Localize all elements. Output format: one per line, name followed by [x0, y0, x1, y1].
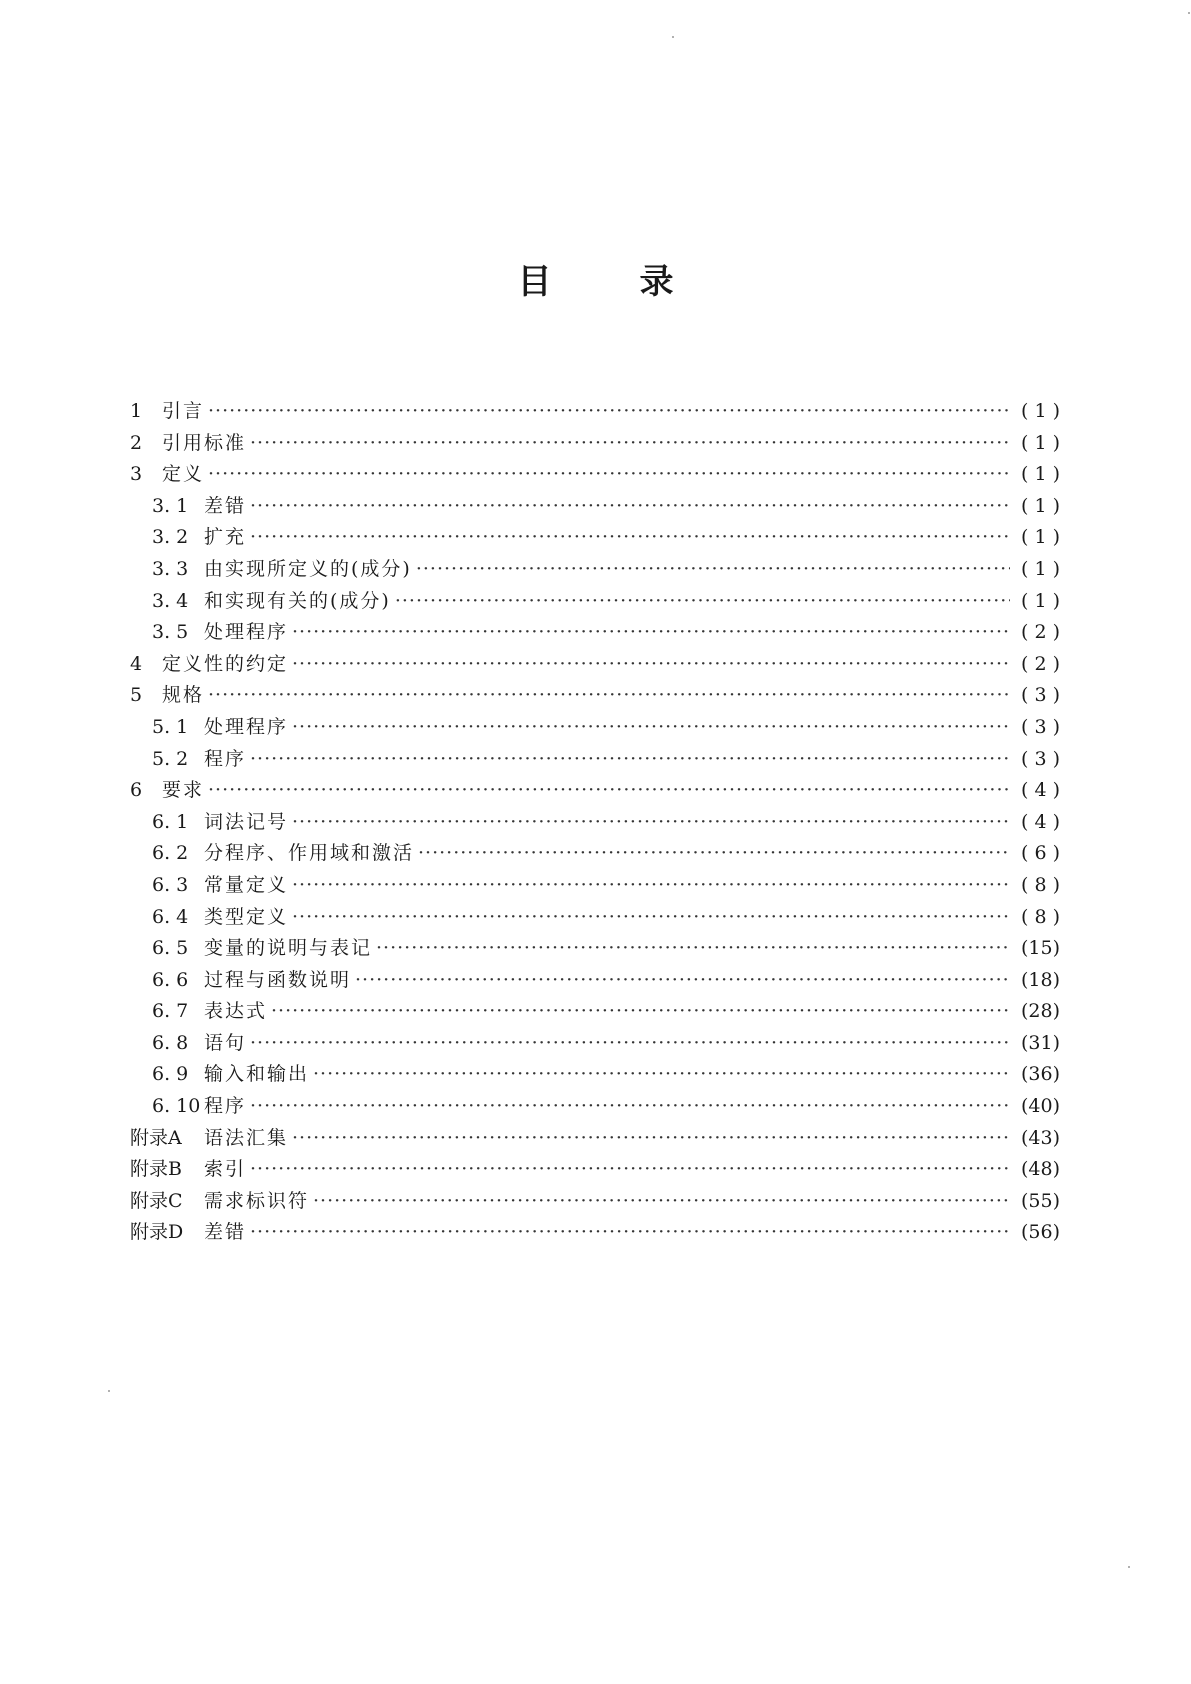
toc-entry-number: 6. 2: [152, 842, 189, 865]
scan-speck: [1188, 12, 1190, 14]
toc-entry-number: 6. 5: [152, 937, 189, 960]
toc-entry[interactable]: [130, 1028, 1060, 1060]
toc-entry[interactable]: [130, 775, 1060, 807]
toc-leader-dots: [292, 617, 1010, 649]
toc-entry-page: ( 4 ): [1021, 779, 1060, 802]
toc-entry-label: 语句: [204, 1031, 247, 1054]
toc-leader-dots: [292, 649, 1010, 681]
toc-entry-number: 6. 3: [152, 873, 189, 896]
toc-leader-dots: [313, 1186, 1010, 1218]
toc-leader-dots: [250, 1028, 1010, 1060]
toc-entry-number: 3. 1: [152, 494, 189, 517]
toc-leader-dots: [208, 775, 1010, 807]
toc-leader-dots: [208, 396, 1010, 428]
toc-entry-page: (18): [1020, 968, 1060, 991]
toc-leader-dots: [208, 680, 1010, 712]
toc-entry-number: 附录D: [130, 1221, 184, 1244]
toc-entry[interactable]: [130, 1154, 1060, 1186]
toc-entry[interactable]: [130, 996, 1060, 1028]
toc-entry[interactable]: [130, 902, 1060, 934]
toc-entry-page: (43): [1020, 1126, 1060, 1149]
toc-entry[interactable]: [130, 617, 1060, 649]
toc-entry-number: 6. 10: [152, 1095, 201, 1118]
toc-entry-label: 过程与函数说明: [204, 968, 352, 991]
toc-entry-number: 附录A: [130, 1126, 182, 1149]
toc-entry-label: 索引: [204, 1158, 247, 1181]
toc-entry[interactable]: [130, 428, 1060, 460]
toc-leader-dots: [250, 1091, 1010, 1123]
toc-entry[interactable]: [130, 1123, 1060, 1155]
toc-entry[interactable]: [130, 965, 1060, 997]
toc-leader-dots: [250, 1154, 1010, 1186]
toc-entry[interactable]: [130, 396, 1060, 428]
toc-entry-page: ( 1 ): [1021, 400, 1060, 422]
toc-entry-label: 常量定义: [204, 873, 289, 896]
toc-leader-dots: [292, 712, 1010, 744]
toc-leader-dots: [355, 965, 1010, 997]
table-of-contents: [130, 396, 1060, 1249]
toc-entry-page: ( 2 ): [1021, 621, 1060, 644]
toc-entry-page: ( 1 ): [1021, 494, 1060, 517]
toc-entry-label: 引用标准: [162, 431, 247, 454]
toc-entry-label: 引言: [162, 400, 205, 422]
toc-entry-label: 处理程序: [204, 715, 289, 738]
toc-entry[interactable]: [130, 712, 1060, 744]
toc-leader-dots: [313, 1059, 1010, 1091]
toc-entry-page: (55): [1020, 1189, 1060, 1212]
toc-entry-label: 表达式: [204, 1000, 268, 1023]
toc-entry-page: ( 1 ): [1021, 557, 1060, 580]
toc-entry-number: 3. 2: [152, 526, 189, 549]
toc-entry-page: (40): [1020, 1095, 1060, 1118]
toc-entry[interactable]: [130, 838, 1060, 870]
toc-leader-dots: [292, 807, 1010, 839]
toc-entry-label: 程序: [204, 1095, 247, 1118]
toc-entry-number: 6. 6: [152, 968, 189, 991]
toc-entry-label: 分程序、作用域和激活: [204, 842, 415, 865]
toc-entry-label: 处理程序: [204, 621, 289, 644]
toc-entry-label: 规格: [162, 684, 205, 707]
toc-entry[interactable]: [130, 933, 1060, 965]
toc-entry[interactable]: [130, 1186, 1060, 1218]
toc-entry-number: 6. 7: [152, 1000, 189, 1023]
toc-leader-dots: [250, 522, 1010, 554]
toc-entry-page: ( 1 ): [1021, 526, 1060, 549]
toc-entry-page: (48): [1020, 1158, 1060, 1181]
toc-entry-number: 5. 1: [152, 715, 189, 738]
toc-entry-number: 3. 5: [152, 621, 189, 644]
toc-entry[interactable]: [130, 586, 1060, 618]
toc-leader-dots: [250, 428, 1010, 460]
toc-entry[interactable]: [130, 807, 1060, 839]
toc-entry-label: 程序: [204, 747, 247, 770]
toc-entry[interactable]: [130, 1059, 1060, 1091]
toc-entry-page: (28): [1020, 1000, 1060, 1023]
toc-leader-dots: [395, 586, 1010, 618]
toc-entry-number: 3. 3: [152, 557, 189, 580]
toc-leader-dots: [250, 1217, 1010, 1249]
toc-entry-number: 6. 1: [152, 810, 189, 833]
toc-entry-label: 词法记号: [204, 810, 289, 833]
toc-entry-page: ( 2 ): [1021, 652, 1060, 675]
scan-speck: [672, 36, 674, 38]
toc-entry[interactable]: [130, 649, 1060, 681]
toc-leader-dots: [292, 902, 1010, 934]
toc-entry-number: 6. 9: [152, 1063, 189, 1086]
toc-entry[interactable]: [130, 491, 1060, 523]
toc-entry-label: 需求标识符: [204, 1189, 310, 1212]
toc-entry-label: 类型定义: [204, 905, 289, 928]
toc-entry[interactable]: [130, 870, 1060, 902]
toc-leader-dots: [376, 933, 1010, 965]
toc-entry-page: ( 3 ): [1021, 747, 1060, 770]
toc-entry[interactable]: [130, 554, 1060, 586]
toc-entry-page: (56): [1020, 1221, 1060, 1244]
toc-entry-page: (31): [1020, 1031, 1060, 1054]
toc-entry-label: 和实现有关的(成分): [204, 589, 391, 612]
toc-entry-number: 附录C: [130, 1189, 183, 1212]
toc-entry-page: ( 8 ): [1021, 873, 1060, 896]
toc-entry-page: (15): [1020, 937, 1060, 960]
toc-entry-number: 3. 4: [152, 589, 189, 612]
toc-leader-dots: [418, 838, 1010, 870]
toc-entry-page: ( 6 ): [1021, 842, 1060, 865]
page-title: [0, 262, 1191, 302]
toc-entry[interactable]: [130, 1217, 1060, 1249]
title-char-2: 录: [639, 262, 674, 302]
toc-leader-dots: [250, 744, 1010, 776]
toc-entry-number: 6: [130, 779, 143, 802]
toc-entry-number: 5. 2: [152, 747, 189, 770]
toc-entry-page: ( 3 ): [1021, 715, 1060, 738]
toc-leader-dots: [208, 459, 1010, 491]
toc-entry-number: 4: [130, 652, 143, 675]
toc-entry[interactable]: [130, 680, 1060, 712]
toc-entry-number: 2: [130, 431, 143, 454]
toc-entry-page: ( 8 ): [1021, 905, 1060, 928]
toc-entry-number: 5: [130, 684, 143, 707]
toc-leader-dots: [271, 996, 1010, 1028]
scan-speck: [108, 1390, 110, 1392]
toc-entry-label: 差错: [204, 1221, 247, 1244]
toc-entry-number: 1: [130, 400, 143, 422]
toc-entry-page: ( 1 ): [1021, 589, 1060, 612]
toc-leader-dots: [250, 491, 1010, 523]
toc-entry-page: ( 3 ): [1021, 684, 1060, 707]
toc-entry-page: ( 1 ): [1021, 463, 1060, 486]
toc-entry-label: 变量的说明与表记: [204, 937, 373, 960]
scan-speck: [1128, 1566, 1130, 1568]
toc-entry-number: 附录B: [130, 1158, 182, 1181]
toc-entry-label: 定义性的约定: [162, 652, 289, 675]
toc-entry-label: 语法汇集: [204, 1126, 289, 1149]
toc-entry-label: 差错: [204, 494, 247, 517]
title-char-1: 目: [517, 262, 552, 302]
toc-entry-label: 输入和输出: [204, 1063, 310, 1086]
toc-entry-page: (36): [1020, 1063, 1060, 1086]
toc-entry[interactable]: [130, 522, 1060, 554]
toc-entry-label: 要求: [162, 779, 205, 802]
toc-leader-dots: [292, 1123, 1010, 1155]
toc-leader-dots: [292, 870, 1010, 902]
toc-entry-number: 3: [130, 463, 143, 486]
toc-entry-page: ( 4 ): [1021, 810, 1060, 833]
toc-entry-number: 6. 4: [152, 905, 189, 928]
toc-entry[interactable]: [130, 1091, 1060, 1123]
toc-entry-number: 6. 8: [152, 1031, 189, 1054]
toc-entry-label: 定义: [162, 463, 205, 486]
toc-entry[interactable]: [130, 744, 1060, 776]
toc-entry[interactable]: [130, 459, 1060, 491]
toc-entry-label: 扩充: [204, 526, 247, 549]
toc-leader-dots: [416, 554, 1010, 586]
toc-entry-label: 由实现所定义的(成分): [204, 557, 412, 580]
toc-entry-page: ( 1 ): [1021, 431, 1060, 454]
